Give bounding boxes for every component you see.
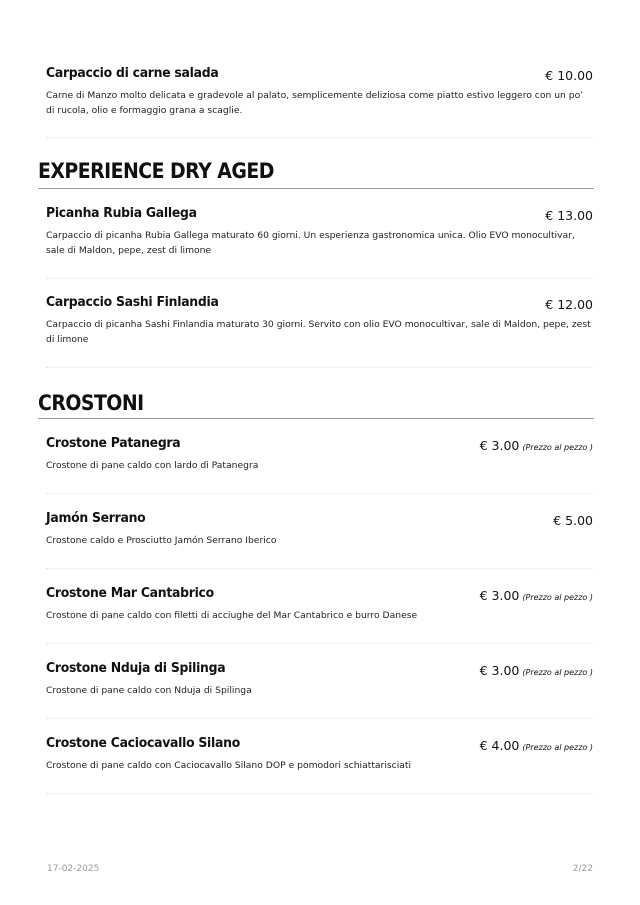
item-description: Carpaccio di picanha Rubia Gallega maturato 60 giorni. Un esperienza gastronomica unica. Olio EVO monocultivar, sale di Maldon, pepe, zest di limone [46,230,575,256]
price-note: (Prezzo al pezzo ) [522,593,593,602]
item-name: Carpaccio di carne salada [46,65,219,81]
price-value: € 3.00 [479,588,520,603]
item-name: Crostone Nduja di Spilinga [46,660,226,676]
item-description: Crostone caldo e Prosciutto Jamón Serrano Iberico [46,535,277,546]
item-name: Crostone Mar Cantabrico [46,585,214,601]
section-title: CROSTONI [38,391,144,415]
price-value: € 5.00 [553,513,593,528]
item-description: Carpaccio di picanha Sashi Finlandia maturato 30 giorni. Servito con olio EVO monocultivar, sale di Maldon, pepe, zest di limone [46,319,591,345]
price-value: € 3.00 [479,438,520,453]
price-value: € 13.00 [545,208,593,223]
item-price [480,438,593,453]
item-price [553,513,593,528]
item-separator [46,493,594,494]
item-price [545,68,593,83]
item-price [545,208,593,223]
item-separator [46,137,594,138]
section-rule [38,418,594,419]
price-value: € 4.00 [479,738,520,753]
price-note: (Prezzo al pezzo ) [522,443,593,452]
price-value: € 10.00 [545,68,593,83]
item-separator [46,643,594,644]
footer-page-number: 2/22 [572,864,593,874]
item-price [480,738,593,753]
item-description: Crostone di pane caldo con Nduja di Spilinga [46,685,252,696]
item-name: Crostone Caciocavallo Silano [46,735,240,751]
item-name: Picanha Rubia Gallega [46,205,197,221]
section-rule [38,188,594,189]
price-value: € 3.00 [479,663,520,678]
item-separator [46,793,594,794]
item-separator [46,278,594,279]
price-note: (Prezzo al pezzo ) [522,668,593,677]
price-value: € 12.00 [545,297,593,312]
item-description: Crostone di pane caldo con filetti di acciughe del Mar Cantabrico e burro Danese [46,610,418,621]
item-separator [46,568,594,569]
item-name: Crostone Patanegra [46,435,181,451]
item-price [480,588,593,603]
item-price [480,663,593,678]
price-note: (Prezzo al pezzo ) [522,743,593,752]
footer-date: 17-02-2025 [47,864,100,874]
item-separator [46,367,594,368]
item-separator [46,718,594,719]
item-description: Crostone di pane caldo con Caciocavallo Silano DOP e pomodori schiattarisciati [46,760,412,771]
item-description: Crostone di pane caldo con lardo di Patanegra [46,460,259,471]
section-title: EXPERIENCE DRY AGED [38,159,274,183]
item-name: Carpaccio Sashi Finlandia [46,294,219,310]
item-price [545,297,593,312]
item-description: Carne di Manzo molto delicata e gradevole al palato, semplicemente deliziosa come piatto estivo leggero con un po’ di rucola, olio e formaggio grana a scaglie. [46,90,584,116]
item-name: Jamón Serrano [46,510,146,526]
